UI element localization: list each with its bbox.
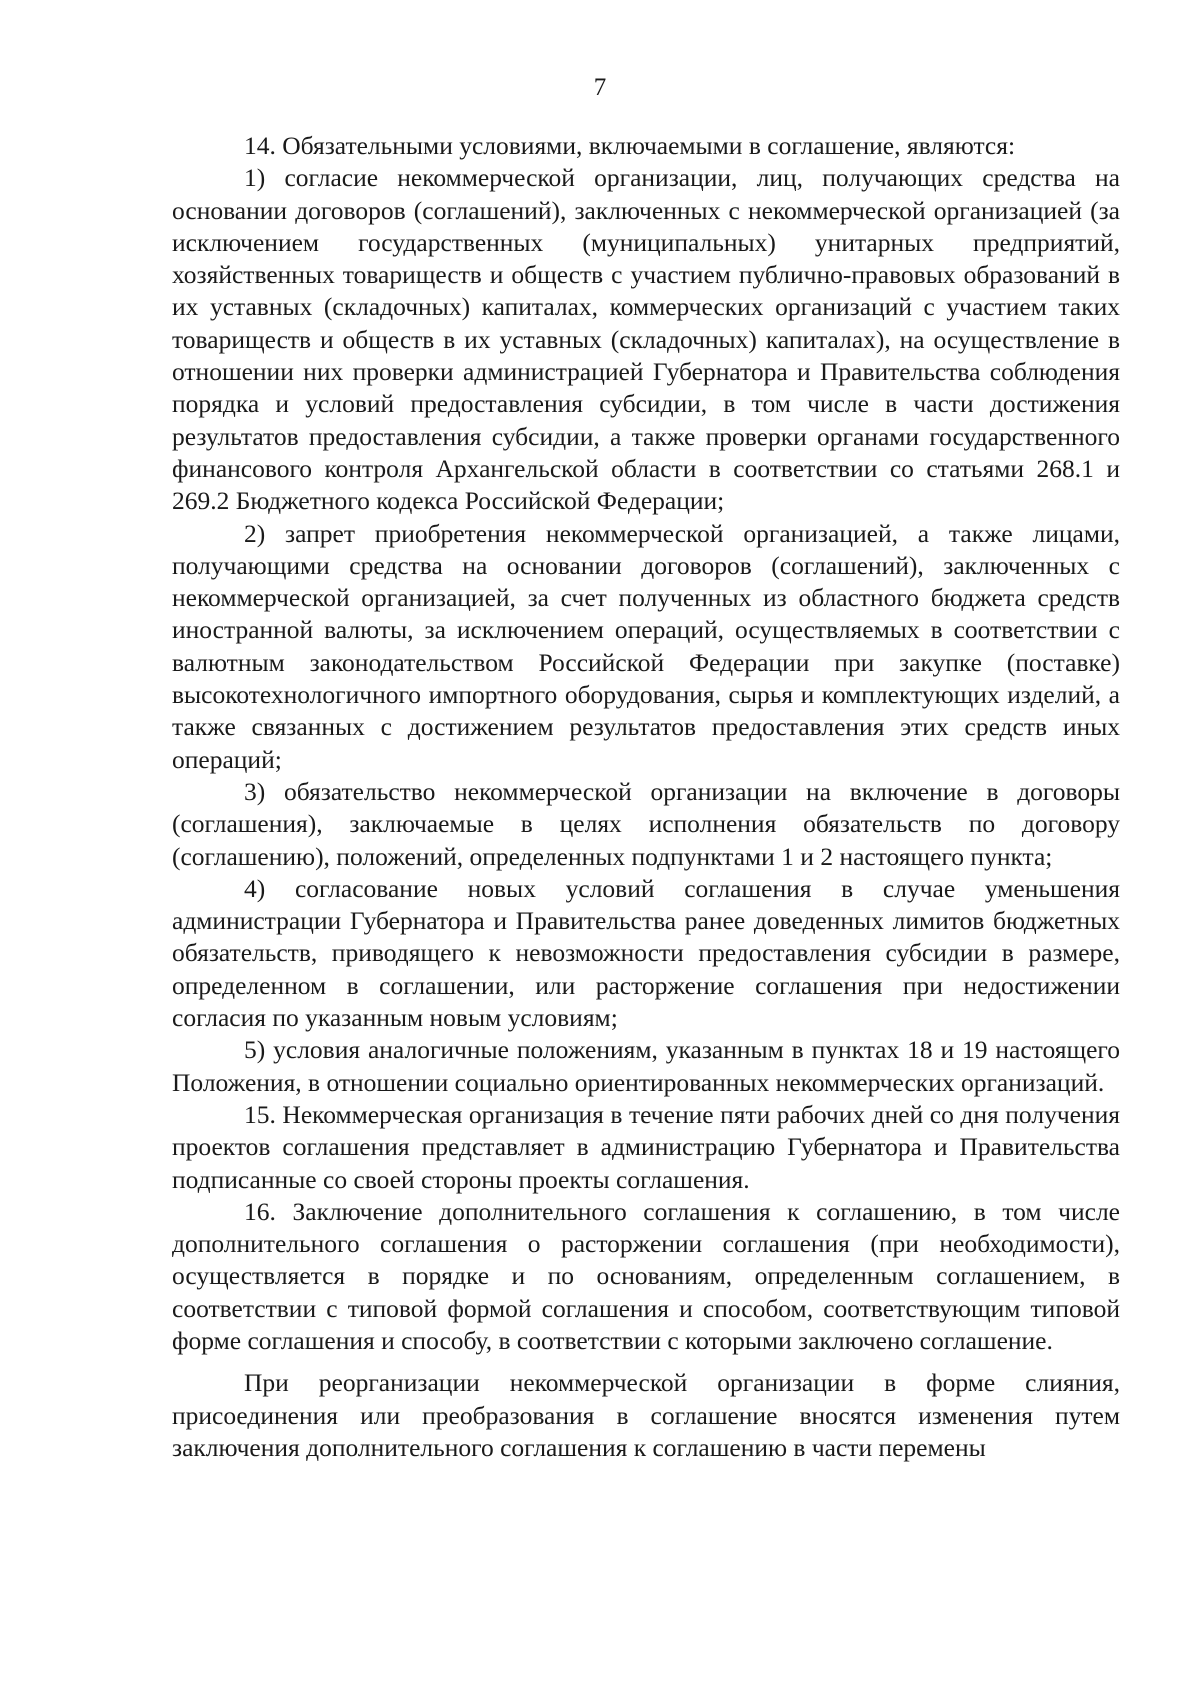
document-body (172, 130, 1120, 1464)
paragraph-14-item-3: 3) обязательство некоммерческой организации на включение в договоры (соглашения), заключаемые в целях исполнения обязательств по договору (соглашению), положений, определенных подпунктами 1 и 2 настоящего пункта; (172, 776, 1120, 871)
paragraph-reorganization: При реорганизации некоммерческой организации в форме слияния, присоединения или преобразования в соглашение вносятся изменения путем заключения дополнительного соглашения к соглашению в части перемены (172, 1368, 1120, 1462)
paragraph-14-item-4: 4) согласование новых условий соглашения в случае уменьшения администрации Губернатора и Правительства ранее доведенных лимитов бюджетных обязательств, приводящего к невозможности предоставления субсидии в размере, определенном в соглашении, или расторжение соглашения при недостижении согласия по указанным новым условиям; (172, 873, 1120, 1033)
paragraph-14-item-1: 1) согласие некоммерческой организации, лиц, получающих средства на основании договоров (соглашений), заключенных с некоммерческой организацией (за исключением государственных (муниципальных) унитарных предприятий, хозяйственных товариществ и обществ с участием публично-правовых образований в их уставных (складочных) капиталах, коммерческих организаций с участием таких товариществ и обществ в их уставных (складочных) капиталах), на осуществление в отношении них проверки администрацией Губернатора и Правительства соблюдения порядка и условий предоставления субсидии, в том числе в части достижения результатов предоставления субсидии, а также проверки органами государственного финансового контроля Архангельской области в соответствии со статьями 268.1 и 269.2 Бюджетного кодекса Российской Федерации; (172, 163, 1120, 516)
page-number: 7 (593, 74, 607, 101)
paragraph-14-item-5: 5) условия аналогичные положениям, указанным в пунктах 18 и 19 настоящего Положения, в отношении социально ориентированных некоммерческих организаций. (172, 1035, 1120, 1097)
paragraph-15: 15. Некоммерческая организация в течение пяти рабочих дней со дня получения проектов соглашения представляет в администрацию Губернатора и Правительства подписанные со своей стороны проекты соглашения. (172, 1099, 1120, 1194)
paragraph-14-item-2: 2) запрет приобретения некоммерческой организацией, а также лицами, получающими средства на основании договоров (соглашений), заключенных с некоммерческой организацией, за счет полученных из областного бюджета средств иностранной валюты, за исключением операций, осуществляемых в соответствии с валютным законодательством Российской Федерации при закупке (поставке) высокотехнологичного импортного оборудования, сырья и комплектующих изделий, а также связанных с достижением результатов предоставления этих средств иных операций; (172, 518, 1120, 774)
paragraph-16: 16. Заключение дополнительного соглашения к соглашению, в том числе дополнительного соглашения о расторжении соглашения (при необходимости), осуществляется в порядке и по основаниям, определенным соглашением, в соответствии с типовой формой соглашения и способом, соответствующим типовой форме соглашения и способу, в соответствии с которыми заключено соглашение. (172, 1196, 1120, 1355)
paragraph-14-heading: 14. Обязательными условиями, включаемыми в соглашение, являются: (244, 131, 1016, 160)
